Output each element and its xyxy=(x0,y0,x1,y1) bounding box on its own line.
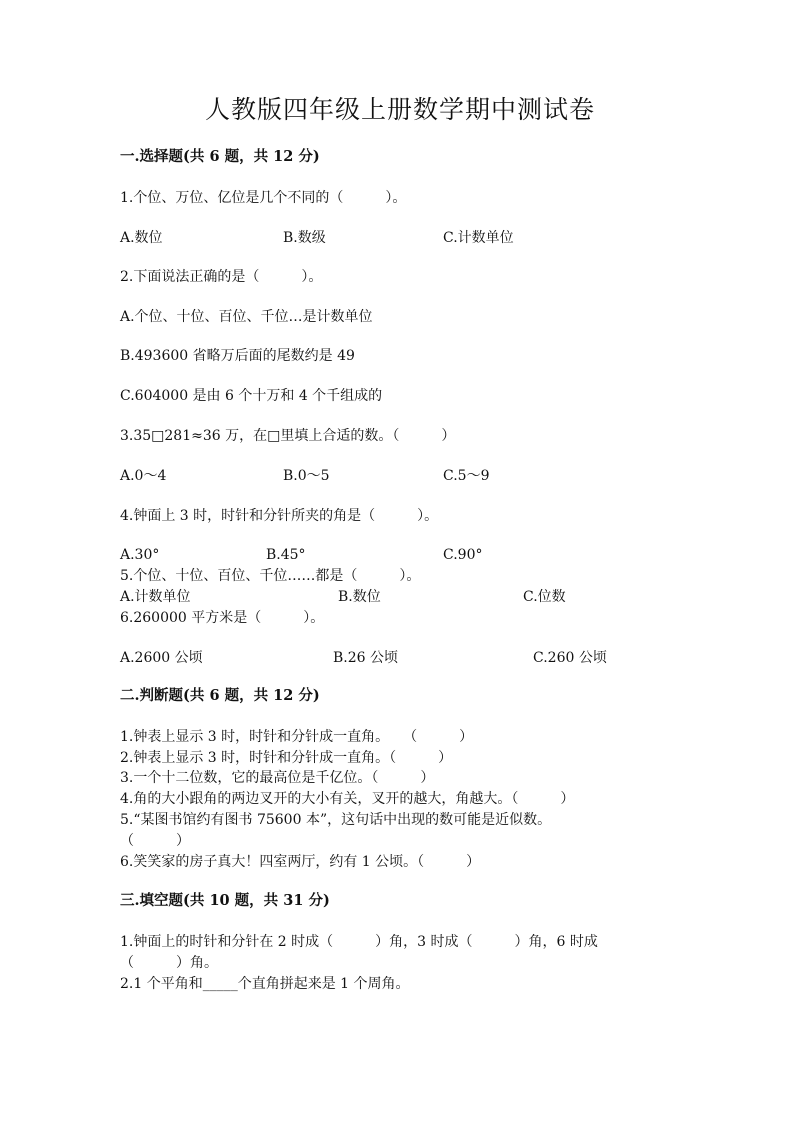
judgement-item-1: 1.钟表上显示 3 时，时针和分针成一直角。 （ ） xyxy=(120,729,474,745)
section-heading-choice: 一.选择题(共 6 题，共 12 分) xyxy=(120,148,320,165)
judgement-item-6: 6.笑笑家的房子真大！四室两厅，约有 1 公顷。（ ） xyxy=(120,854,481,870)
question-6-option-c: C.260 公顷 xyxy=(533,650,607,666)
question-3-stem: 3.35□281≈36 万，在□里填上合适的数。（ ） xyxy=(120,428,456,444)
section-heading-fill-in: 三.填空题(共 10 题，共 31 分) xyxy=(120,892,330,909)
judgement-item-4: 4.角的大小跟角的两边叉开的大小有关，叉开的越大，角越大。（ ） xyxy=(120,791,575,807)
question-5-stem: 5.个位、十位、百位、千位……都是（ ）。 xyxy=(120,568,421,584)
question-1-option-c: C.计数单位 xyxy=(443,230,514,246)
question-6-stem: 6.260000 平方米是（ ）。 xyxy=(120,610,325,626)
judgement-item-3: 3.一个十二位数，它的最高位是千亿位。（ ） xyxy=(120,770,435,786)
question-4-option-a: A.30° xyxy=(120,547,160,563)
page-title: 人教版四年级上册数学期中测试卷 xyxy=(204,95,595,124)
question-1-option-a: A.数位 xyxy=(120,230,163,246)
question-4-option-b: B.45° xyxy=(266,547,306,563)
fill-item-1: 1.钟面上的时针和分针在 2 时成（ ）角，3 时成（ ）角，6 时成 xyxy=(120,934,598,950)
judgement-item-5: 5.“某图书馆约有图书 75600 本”，这句话中出现的数可能是近似数。 xyxy=(120,812,552,828)
fill-item-1-continued: （ ）角。 xyxy=(120,955,218,971)
question-3-option-c: C.5～9 xyxy=(443,468,490,484)
question-2-option-c: C.604000 是由 6 个十万和 4 个千组成的 xyxy=(120,388,383,404)
question-1-option-b: B.数级 xyxy=(283,230,326,246)
question-3-option-b: B.0～5 xyxy=(283,468,330,484)
question-4-stem: 4.钟面上 3 时，时针和分针所夹的角是（ ）。 xyxy=(120,508,439,524)
question-1-stem: 1.个位、万位、亿位是几个不同的（ ）。 xyxy=(120,190,407,206)
question-6-option-b: B.26 公顷 xyxy=(333,650,399,666)
question-5-option-c: C.位数 xyxy=(523,589,566,605)
section-heading-judgement: 二.判断题(共 6 题，共 12 分) xyxy=(120,687,320,704)
judgement-item-5-answer-blank: （ ） xyxy=(120,833,190,849)
question-5-option-b: B.数位 xyxy=(338,589,381,605)
fill-item-2: 2.1 个平角和_____个直角拼起来是 1 个周角。 xyxy=(120,976,410,992)
question-5-option-a: A.计数单位 xyxy=(120,589,191,605)
question-2-option-a: A.个位、十位、百位、千位…是计数单位 xyxy=(120,309,373,325)
question-3-option-a: A.0～4 xyxy=(120,468,167,484)
judgement-item-2: 2.钟表上显示 3 时，时针和分针成一直角。（ ） xyxy=(120,750,453,766)
question-2-stem: 2.下面说法正确的是（ ）。 xyxy=(120,269,323,285)
question-6-option-a: A.2600 公顷 xyxy=(120,650,203,666)
question-2-option-b: B.493600 省略万后面的尾数约是 49 xyxy=(120,348,355,364)
question-4-option-c: C.90° xyxy=(443,547,483,563)
